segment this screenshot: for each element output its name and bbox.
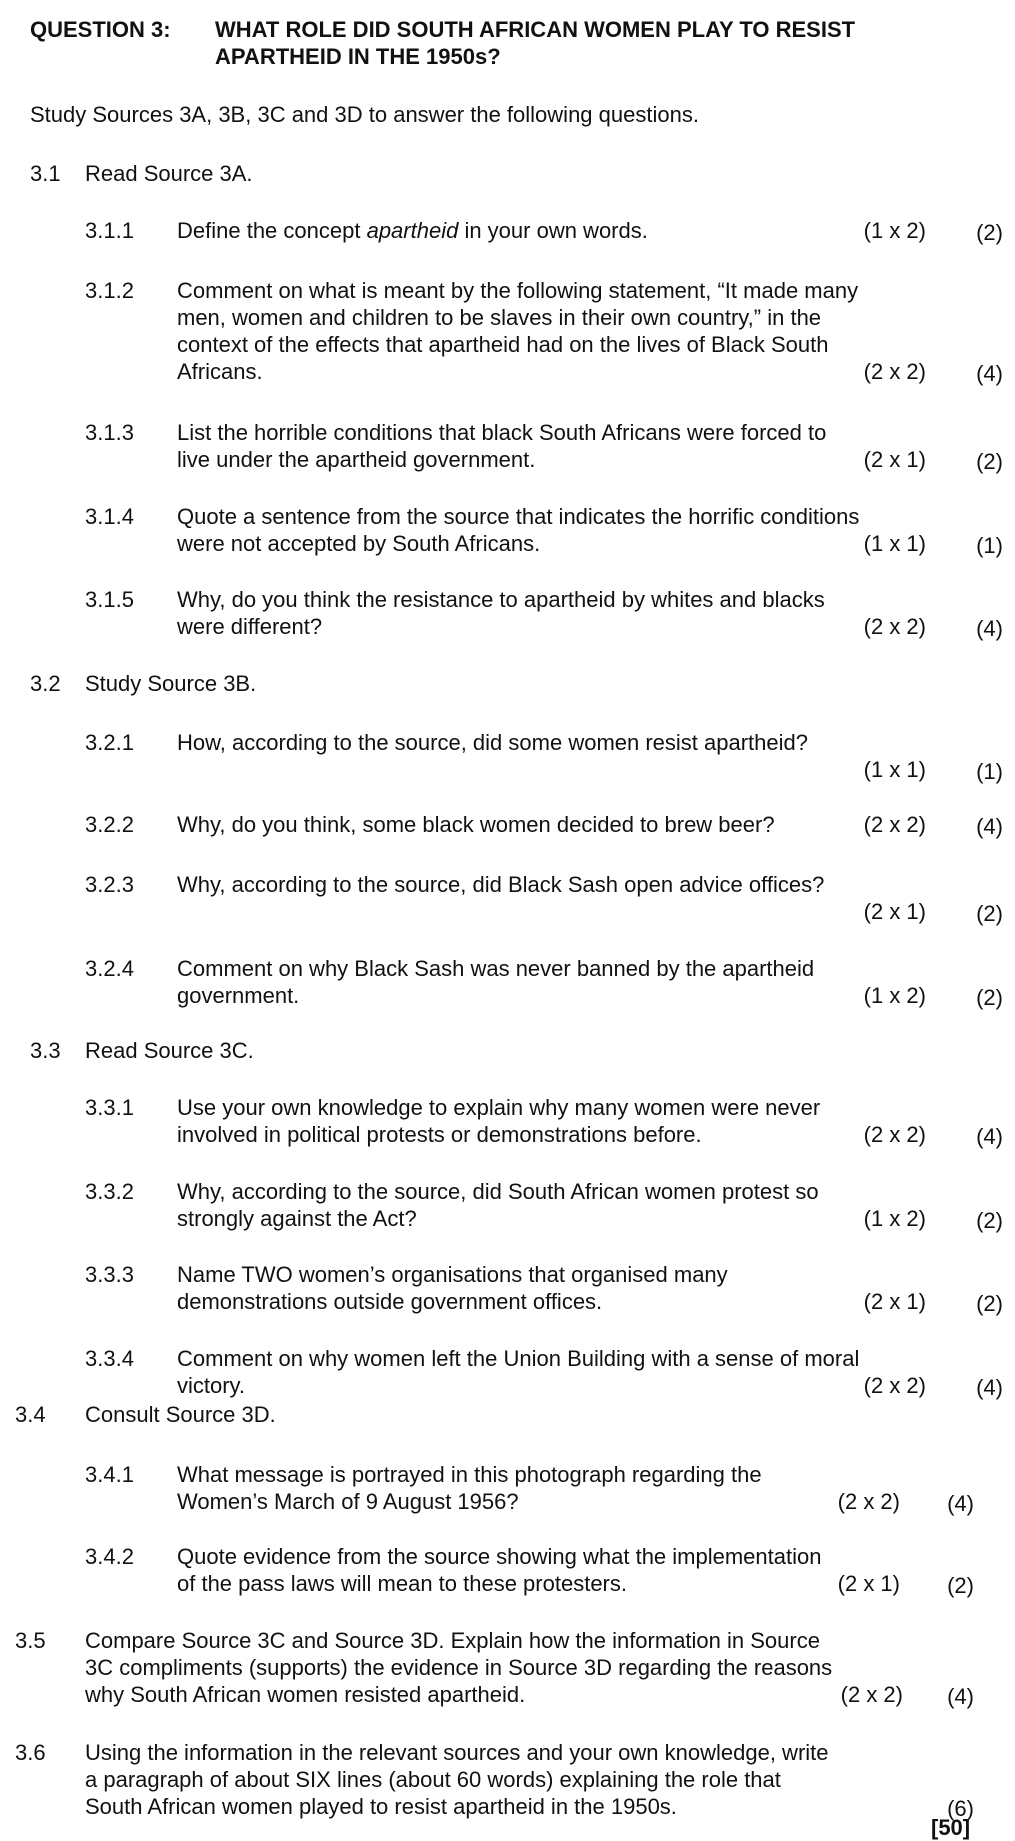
question-line: live under the apartheid government.	[177, 447, 536, 472]
mark-multiplier: (2 x 2)	[863, 1122, 926, 1147]
question-line: Compare Source 3C and Source 3D. Explain how the information in Source	[85, 1628, 820, 1653]
mark-multiplier: (2 x 2)	[863, 812, 926, 837]
question-line: demonstrations outside government offices.	[177, 1289, 603, 1314]
question-number: 3.1.3	[85, 420, 134, 445]
question-number: 3.4.1	[85, 1462, 134, 1487]
mark-total: (2)	[947, 1573, 974, 1598]
question-line: Why, do you think, some black women decided to brew beer?	[177, 812, 775, 837]
question-line: Why, do you think the resistance to apartheid by whites and blacks	[177, 587, 825, 612]
question-number: 3.1.5	[85, 587, 134, 612]
section-instruction: Consult Source 3D.	[85, 1402, 276, 1427]
mark-multiplier: (1 x 2)	[863, 983, 926, 1008]
question-line: Why, according to the source, did South African women protest so	[177, 1179, 819, 1204]
intro-text: Study Sources 3A, 3B, 3C and 3D to answer the following questions.	[30, 102, 699, 127]
question-line: were different?	[177, 614, 323, 639]
mark-multiplier: (2 x 1)	[863, 899, 926, 924]
question-number: 3.3.4	[85, 1346, 134, 1371]
question-number: 3.4.2	[85, 1544, 134, 1569]
mark-total: (2)	[976, 1208, 1003, 1233]
section-number: 3.3	[30, 1038, 61, 1063]
question-number: 3.2.1	[85, 730, 134, 755]
question-line: why South African women resisted apartheid.	[85, 1682, 526, 1707]
section-instruction: Read Source 3A.	[85, 161, 253, 186]
mark-multiplier: (1 x 2)	[863, 218, 926, 243]
question-number: 3.3.2	[85, 1179, 134, 1204]
question-line: government.	[177, 983, 300, 1008]
question-line: 3C compliments (supports) the evidence in Source 3D regarding the reasons	[85, 1655, 833, 1680]
question-line: What message is portrayed in this photograph regarding the	[177, 1462, 762, 1487]
question-line: Using the information in the relevant sources and your own knowledge, write	[85, 1740, 829, 1765]
question-line: South African women played to resist apartheid in the 1950s.	[85, 1794, 677, 1819]
mark-multiplier: (2 x 1)	[863, 447, 926, 472]
question-number: 3.3.1	[85, 1095, 134, 1120]
section-number: 3.1	[30, 161, 61, 186]
question-line: How, according to the source, did some women resist apartheid?	[177, 730, 808, 755]
question-number: 3.1.2	[85, 278, 134, 303]
mark-total: (4)	[976, 361, 1003, 386]
mark-total: (2)	[976, 449, 1003, 474]
question-line: Quote evidence from the source showing what the implementation	[177, 1544, 822, 1569]
question-line: Name TWO women’s organisations that organised many	[177, 1262, 728, 1287]
mark-multiplier: (2 x 1)	[863, 1289, 926, 1314]
total-marks: [50]	[931, 1815, 971, 1840]
question-line: Quote a sentence from the source that indicates the horrific conditions	[177, 504, 860, 529]
mark-total: (2)	[976, 1291, 1003, 1316]
question-heading-line1: WHAT ROLE DID SOUTH AFRICAN WOMEN PLAY TO RESIST	[215, 17, 856, 42]
mark-multiplier: (1 x 1)	[863, 757, 926, 782]
question-number: 3.6	[15, 1740, 46, 1765]
mark-total: (2)	[976, 901, 1003, 926]
mark-multiplier: (2 x 2)	[863, 1373, 926, 1398]
mark-total: (2)	[976, 220, 1003, 245]
question-line: of the pass laws will mean to these protesters.	[177, 1571, 627, 1596]
question-line: Comment on why Black Sash was never banned by the apartheid	[177, 956, 815, 981]
question-line: Use your own knowledge to explain why many women were never	[177, 1095, 821, 1120]
question-number: 3.1.4	[85, 504, 134, 529]
section-instruction: Study Source 3B.	[85, 671, 257, 696]
section-number: 3.4	[15, 1402, 46, 1427]
question-number: 3.2.3	[85, 872, 134, 897]
mark-multiplier: (2 x 2)	[863, 614, 926, 639]
mark-total: (4)	[976, 814, 1003, 839]
section-number: 3.2	[30, 671, 61, 696]
question-number: 3.2.4	[85, 956, 134, 981]
mark-total: (1)	[976, 533, 1003, 558]
mark-total: (6)	[947, 1796, 974, 1821]
mark-multiplier: (2 x 1)	[837, 1571, 900, 1596]
question-number: 3.1.1	[85, 218, 134, 243]
question-line: a paragraph of about SIX lines (about 60 words) explaining the role that	[85, 1767, 781, 1792]
question-text: Define the concept apartheid in your own words.	[177, 218, 648, 243]
mark-multiplier: (2 x 2)	[837, 1489, 900, 1514]
question-line: Comment on what is meant by the following statement, “It made many	[177, 278, 859, 303]
mark-multiplier: (2 x 2)	[863, 359, 926, 384]
question-number: 3.3.3	[85, 1262, 134, 1287]
mark-multiplier: (2 x 2)	[840, 1682, 903, 1707]
question-line: were not accepted by South Africans.	[177, 531, 541, 556]
question-line: strongly against the Act?	[177, 1206, 417, 1231]
mark-total: (4)	[947, 1491, 974, 1516]
question-number: 3.5	[15, 1628, 46, 1653]
question-line: Why, according to the source, did Black Sash open advice offices?	[177, 872, 825, 897]
question-line: men, women and children to be slaves in their own country,” in the	[177, 305, 822, 330]
mark-total: (4)	[976, 1124, 1003, 1149]
question-label: QUESTION 3:	[30, 17, 171, 42]
mark-total: (2)	[976, 985, 1003, 1010]
question-line: context of the effects that apartheid had on the lives of Black South	[177, 332, 829, 357]
question-line: Comment on why women left the Union Building with a sense of moral	[177, 1346, 860, 1371]
question-number: 3.2.2	[85, 812, 134, 837]
question-line: victory.	[177, 1373, 246, 1398]
question-line: List the horrible conditions that black South Africans were forced to	[177, 420, 827, 445]
mark-total: (4)	[976, 1375, 1003, 1400]
question-line: Africans.	[177, 359, 263, 384]
section-instruction: Read Source 3C.	[85, 1038, 254, 1063]
mark-total: (4)	[947, 1684, 974, 1709]
question-line: Women’s March of 9 August 1956?	[177, 1489, 519, 1514]
question-line: involved in political protests or demonstrations before.	[177, 1122, 702, 1147]
mark-multiplier: (1 x 1)	[863, 531, 926, 556]
question-heading-line2: APARTHEID IN THE 1950s?	[215, 44, 501, 69]
mark-multiplier: (1 x 2)	[863, 1206, 926, 1231]
mark-total: (1)	[976, 759, 1003, 784]
mark-total: (4)	[976, 616, 1003, 641]
